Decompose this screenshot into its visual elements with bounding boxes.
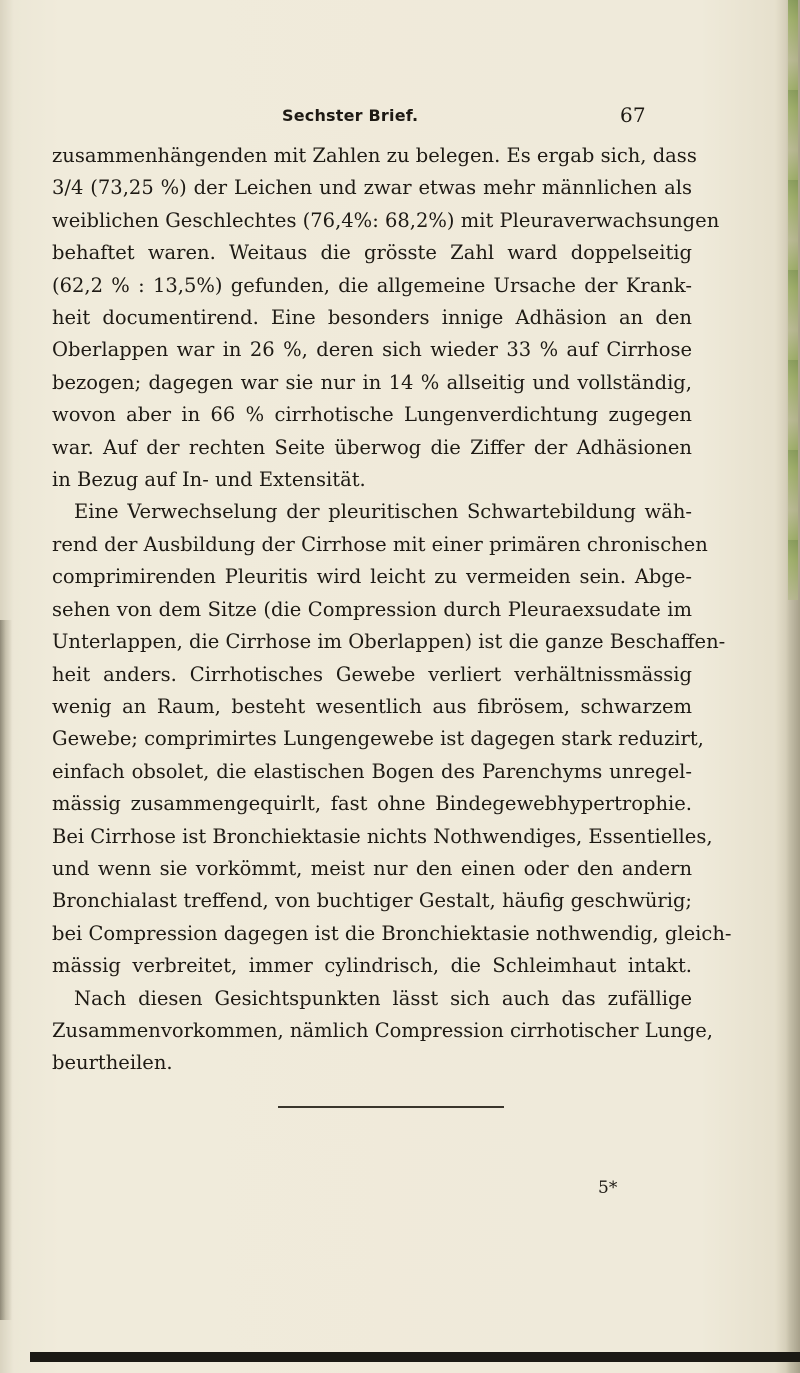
text-line: bei Compression dagegen ist die Bronchiektasie nothwendig, gleich- (52, 921, 732, 945)
text-line: wenig an Raum, besteht wesentlich aus fibrösem, schwarzem (52, 694, 692, 718)
text-line: heit documentirend. Eine besonders innige Adhäsion an den (52, 306, 692, 330)
text-line: Nach diesen Gesichtspunkten lässt sich auch das zufällige (74, 986, 692, 1010)
text-line: einfach obsolet, die elastischen Bogen des Parenchyms unregel- (52, 759, 692, 783)
text-line: comprimirenden Pleuritis wird leicht zu vermeiden sein. Abge- (52, 565, 692, 589)
text-line: Bei Cirrhose ist Bronchiektasie nichts Nothwendiges, Essentielles, (52, 824, 713, 848)
page-edge-stain (788, 0, 798, 600)
text-line: zusammenhängenden mit Zahlen zu belegen. Es ergab sich, dass (52, 144, 697, 167)
text-line: Unterlappen, die Cirrhose im Oberlappen) ist die ganze Beschaffen- (52, 630, 726, 654)
text-line: mässig verbreitet, immer cylindrisch, die Schleimhaut intakt. (52, 954, 692, 978)
text-line: beurtheilen. (52, 1051, 173, 1075)
running-head (282, 103, 662, 134)
text-line: mässig zusammengequirlt, fast ohne Bindegewebhypertrophie. (52, 792, 692, 816)
text-line: in Bezug auf In- und Extensität. (52, 468, 366, 492)
text-line: war. Auf der rechten Seite überwog die Ziffer der Adhäsionen (52, 435, 692, 459)
text-line: Gewebe; comprimirtes Lungengewebe ist dagegen stark reduzirt, (52, 727, 704, 751)
text-line: bezogen; dagegen war sie nur in 14 % allseitig und vollständig, (52, 370, 692, 394)
footer-rule (278, 1106, 504, 1108)
text-line: behaftet waren. Weitaus die grösste Zahl ward doppelseitig (52, 241, 692, 265)
page-number: 67 (620, 103, 646, 127)
page-bottom-edge (30, 1352, 800, 1362)
text-line: Zusammenvorkommen, nämlich Compression cirrhotischer Lunge, (52, 1018, 714, 1042)
text-line: heit anders. Cirrhotisches Gewebe verliert verhältnissmässig (52, 662, 692, 686)
text-line: Oberlappen war in 26 %, deren sich wieder 33 % auf Cirrhose (52, 338, 692, 362)
running-head-title: Sechster Brief. (282, 106, 419, 125)
text-line: sehen von dem Sitze (die Compression durch Pleuraexsudate im (52, 597, 692, 621)
text-line: und wenn sie vorkömmt, meist nur den einen oder den andern (52, 856, 692, 880)
text-line: 3/4 (73,25 %) der Leichen und zwar etwas mehr männlichen als (52, 176, 692, 200)
signature-mark: 5* (598, 1178, 618, 1198)
page-gutter-shadow (0, 620, 12, 1320)
text-line: weiblichen Geschlechtes (76,4%: 68,2%) mit Pleuraverwachsungen (52, 208, 720, 232)
text-line: Eine Verwechselung der pleuritischen Schwartebildung wäh- (74, 500, 692, 524)
body-text (52, 140, 732, 1080)
text-line: (62,2 % : 13,5%) gefunden, die allgemeine Ursache der Krank- (52, 273, 692, 297)
text-line: Bronchialast treffend, von buchtiger Gestalt, häufig geschwürig; (52, 889, 692, 913)
text-line: rend der Ausbildung der Cirrhose mit einer primären chronischen (52, 532, 708, 556)
text-line: wovon aber in 66 % cirrhotische Lungenverdichtung zugegen (52, 403, 692, 427)
